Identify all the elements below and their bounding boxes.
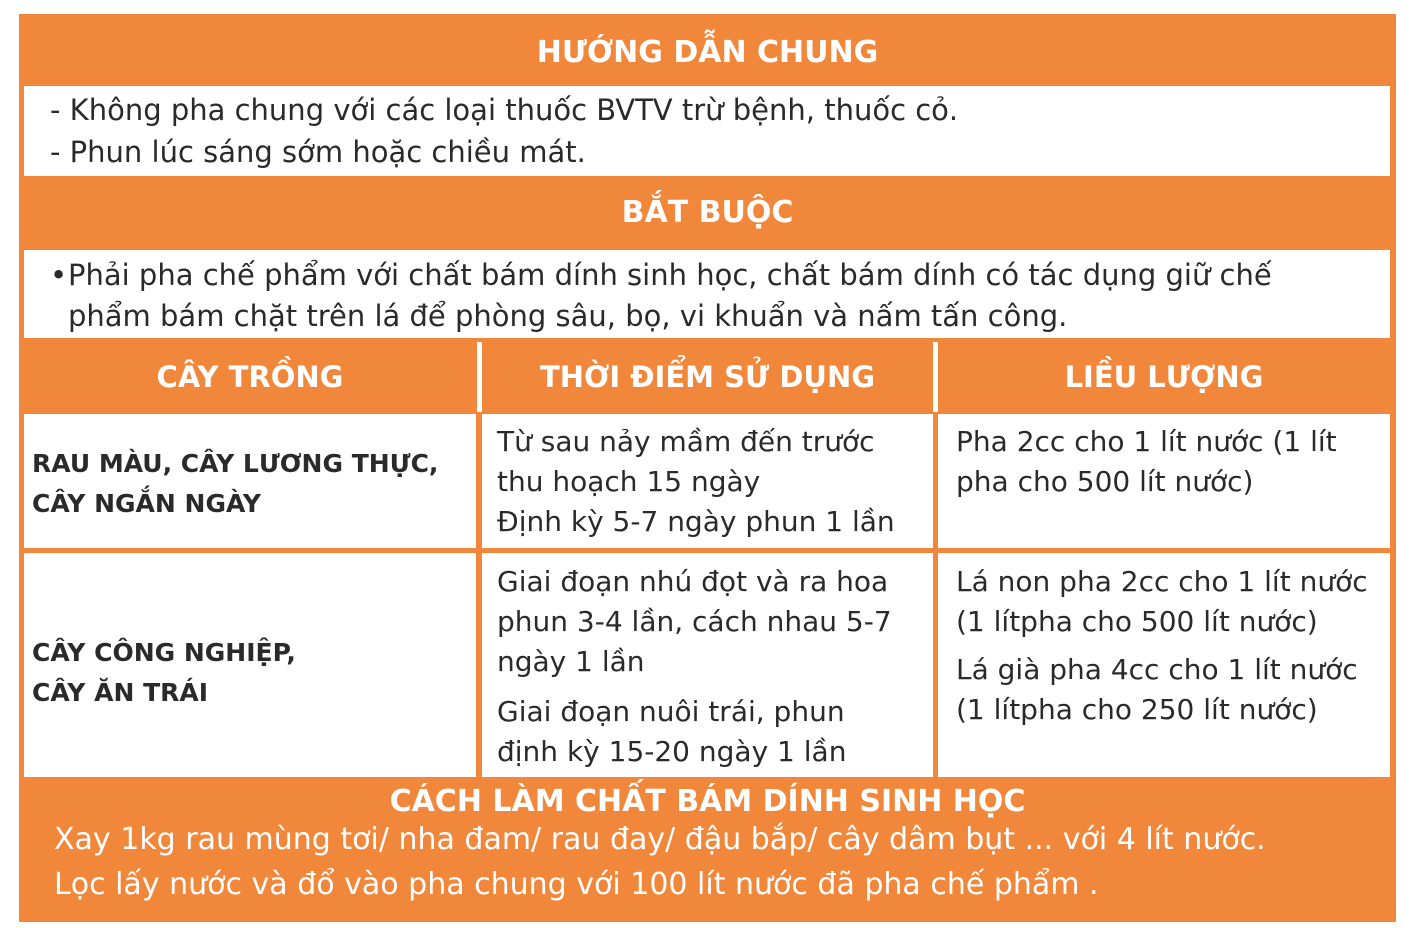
table-header-crop: CÂY TRỒNG [156,360,344,394]
recipe-title: CÁCH LÀM CHẤT BÁM DÍNH SINH HỌC [389,784,1026,819]
row2-timing-line: ngày 1 lần [497,645,645,678]
row2-timing-line: phun 3-4 lần, cách nhau 5-7 [497,605,892,638]
row2-timing [497,562,892,772]
row2-timing-line: Giai đoạn nhú đọt và ra hoa [497,565,889,598]
row2-crop [32,633,296,713]
table-header-timing: THỜI ĐIỂM SỬ DỤNG [539,360,876,394]
row1-crop-line: RAU MÀU, CÂY LƯƠNG THỰC, [32,449,439,478]
row2-dosage-line: Lá non pha 2cc cho 1 lít nước [956,565,1368,598]
mandatory-title: BẮT BUỘC [621,195,794,230]
row2-crop-line: CÂY CÔNG NGHIỆP, [32,638,296,667]
row1-timing [497,422,895,542]
mandatory-line-1: Phải pha chế phẩm với chất bám dính sinh học, chất bám dính có tác dụng giữ chế [68,258,1272,292]
table-header-dosage: LIỀU LƯỢNG [1064,360,1264,394]
mandatory-line-2: phẩm bám chặt trên lá để phòng sâu, bọ, vi khuẩn và nấm tấn công. [68,299,1068,333]
general-title: HƯỚNG DẪN CHUNG [536,35,879,70]
general-item-1: - Không pha chung với các loại thuốc BVTV trừ bệnh, thuốc cỏ. [50,93,959,127]
row2-dosage-line: (1 lítpha cho 250 lít nước) [956,693,1318,726]
row1-timing-line: thu hoạch 15 ngày [497,465,761,498]
mandatory-bullet: • [50,258,68,292]
row1-dosage-line: Pha 2cc cho 1 lít nước (1 lít [956,425,1337,458]
row1-dosage-line: pha cho 500 lít nước) [956,465,1254,498]
general-item-2: - Phun lúc sáng sớm hoặc chiều mát. [50,135,586,169]
row2-dosage [956,562,1368,730]
row1-timing-line: Định kỳ 5-7 ngày phun 1 lần [497,505,895,538]
recipe-line-2: Lọc lấy nước và đổ vào pha chung với 100 lít nước đã pha chế phẩm . [54,867,1099,902]
row2-crop-line: CÂY ĂN TRÁI [32,678,209,707]
row1-timing-line: Từ sau nảy mầm đến trước [497,425,875,458]
row1-crop-line: CÂY NGẮN NGÀY [32,489,262,518]
row2-timing-line: định kỳ 15-20 ngày 1 lần [497,735,847,768]
row1-crop [32,444,438,524]
row2-dosage-line: (1 lítpha cho 500 lít nước) [956,605,1318,638]
row1-dosage [956,422,1337,502]
row2-timing-line: Giai đoạn nuôi trái, phun [497,695,845,728]
row2-dosage-line: Lá già pha 4cc cho 1 lít nước [956,653,1358,686]
recipe-line-1: Xay 1kg rau mùng tơi/ nha đam/ rau đay/ đậu bắp/ cây dâm bụt ... với 4 lít nước. [54,822,1266,857]
